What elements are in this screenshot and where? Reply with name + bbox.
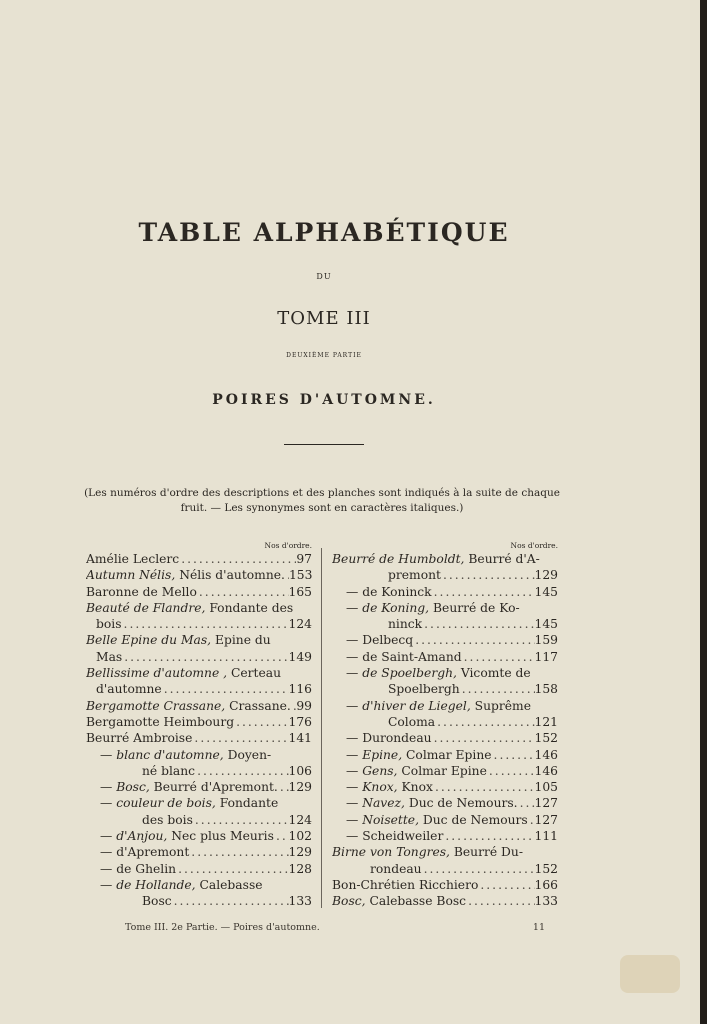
entry-text: — [100,877,117,892]
entry-text: Doyen- [223,747,272,762]
index-entry [332,828,558,844]
dot-leader [528,812,535,828]
entry-name [96,649,122,665]
entry-name [86,632,271,648]
index-entry [332,877,558,893]
entry-name [100,844,189,860]
entry-text: Colmar Epine [402,747,492,762]
entry-name [100,828,274,844]
index-entry [332,795,558,811]
index-entry [86,730,312,746]
dot-leader [443,828,534,844]
entry-text: Bon-Chrétien Ricchiero [332,877,479,892]
entry-synonym: Noisette, [362,812,419,827]
index-entry [332,600,558,616]
partie-label: DEUXIÈME PARTIE [286,352,362,359]
entry-number: 165 [288,584,312,599]
entry-text: Fondante [215,796,279,811]
tome-label: TOME III [277,308,371,329]
entry-name [86,584,197,600]
entry-name [346,600,520,616]
index-entry [86,698,312,714]
entry-text: — [346,600,363,615]
index-entry [332,584,558,600]
footer-running-title: Tome III. 2e Partie. — Poires d'automne. [125,922,320,933]
entry-name [100,877,263,893]
entry-number: 102 [288,829,312,844]
entry-name [388,567,441,583]
dot-leader [122,616,289,632]
dot-leader [274,828,289,844]
index-entry [86,861,312,877]
entry-text: Duc de Nemours [418,812,528,827]
entry-synonym: d'Anjou, [116,829,168,844]
entry-name [346,747,492,763]
entry-number: 105 [534,780,558,795]
entry-name [142,763,195,779]
index-entry [86,747,312,763]
index-entry [86,616,312,632]
entry-text: — [346,796,363,811]
entry-number: 128 [288,861,312,876]
entry-text: Vicomte de [456,666,531,681]
entry-synonym: Beurré de Humboldt, [332,552,465,566]
dot-leader [466,893,534,909]
index-entry [86,551,312,567]
entry-number: 145 [534,617,558,632]
column-header: Nos d'ordre. [264,541,312,550]
entry-name [86,567,285,583]
index-entry [86,812,312,828]
index-entry [86,649,312,665]
entry-number: 153 [288,568,312,583]
dot-leader [189,844,288,860]
entry-text: né blanc [142,763,196,778]
entry-text: — [100,747,117,762]
entry-text: — de Ghelin [100,861,177,876]
entry-number: 166 [534,877,558,892]
index-column-left [86,540,312,910]
entry-text: Certeau [227,666,281,681]
entry-text: — [346,747,363,762]
entry-text: ninck [388,617,423,632]
intro-note: (Les numéros d'ordre des descriptions et des planches sont indiqués à la suite de chaque fruit. — Les synonymes sont en caractères italiques.) [84,487,560,514]
dot-leader [176,861,288,877]
entry-number: 127 [534,812,558,827]
dot-leader [492,747,535,763]
entry-name [388,681,460,697]
title-du: DU [316,272,332,281]
dot-leader [234,714,288,730]
entry-name [142,812,193,828]
index-entry [332,861,558,877]
entry-number: 121 [534,714,558,729]
entry-text: rondeau [370,861,422,876]
entry-text: — [100,780,117,795]
index-entry [86,714,312,730]
entry-text: — [346,666,363,681]
dot-leader [192,730,288,746]
entry-text: Beurré d'A- [464,552,540,566]
dot-leader [413,632,534,648]
entry-text: Epine du [211,633,271,648]
dot-leader [435,714,534,730]
column-divider [321,548,322,908]
entry-number: 124 [288,812,312,827]
entry-synonym: Autumn Nélis, [86,568,176,583]
dot-leader [441,567,535,583]
entry-name [332,877,478,893]
entry-text: — [100,796,117,811]
footer-signature: 11 [532,922,545,933]
entry-name [346,812,528,828]
entry-name [100,747,271,763]
dot-leader [195,763,288,779]
entry-number: 117 [534,649,558,664]
entry-text: Crassane. [225,698,291,713]
entry-text: Amélie Leclerc [86,552,180,566]
index-entry [86,632,312,648]
index-entry [86,795,312,811]
entry-text: — Scheidweiler [346,829,444,844]
entry-name [86,665,281,681]
entry-text: — [346,698,363,713]
entry-number: 158 [534,682,558,697]
entry-synonym: Bergamotte Crassane, [86,698,226,713]
index-entry [86,763,312,779]
index-entry [86,600,312,616]
entry-synonym: Bosc, [332,894,366,909]
entry-text: Coloma [388,714,436,729]
entry-name [346,795,518,811]
index-entry [332,844,558,860]
entry-text: d'automne [96,682,162,697]
index-entry [86,779,312,795]
dot-leader [478,877,534,893]
entry-text: — Durondeau [346,731,432,746]
entry-name [100,861,176,877]
entry-name [96,681,162,697]
entry-synonym: blanc d'automne, [116,747,224,762]
index-entry [86,893,312,909]
entry-number: 159 [534,633,558,648]
library-stamp [620,955,680,993]
dot-leader [422,861,535,877]
entry-name [142,893,172,909]
section-title: POIRES D'AUTOMNE. [212,392,436,408]
entry-text: Beurré de Ko- [429,600,520,615]
entry-name [346,584,432,600]
index-entry [332,812,558,828]
entry-name [346,779,433,795]
entry-list [86,551,312,910]
entry-synonym: de Hollande, [116,877,196,892]
dot-leader [460,681,535,697]
entry-synonym: Belle Epine du Mas, [86,633,212,648]
index-entry [332,698,558,714]
entry-synonym: Bosc, [116,780,150,795]
entry-name [346,763,487,779]
dot-leader [122,649,288,665]
index-entry [332,714,558,730]
entry-text: Beurré Du- [449,845,523,860]
entry-text: — [346,812,363,827]
entry-number: 129 [534,568,558,583]
entry-text: Mas [96,649,123,664]
column-header: Nos d'ordre. [510,541,558,550]
entry-name [388,714,435,730]
entry-synonym: Beauté de Flandre, [86,600,206,615]
dot-leader [193,812,289,828]
entry-synonym: Gens, [362,763,398,778]
dot-leader [172,893,289,909]
entry-name [332,551,540,567]
entry-name [346,730,432,746]
entry-text: Suprême [470,698,531,713]
entry-name [86,730,192,746]
entry-number: 133 [288,894,312,909]
index-entry [332,649,558,665]
index-entry [86,681,312,697]
entry-text: Colmar Epine [397,763,487,778]
entry-number: 146 [534,763,558,778]
entry-name [332,844,523,860]
entry-name [346,698,531,714]
index-entry [332,551,558,567]
entry-text: — de Saint-Amand [346,649,462,664]
entry-text: des bois [142,812,193,827]
entry-synonym: Epine, [362,747,403,762]
entry-synonym: de Koning, [362,600,430,615]
entry-name [100,795,278,811]
entry-number: 133 [534,894,558,909]
entry-text: Baronne de Mello [86,584,197,599]
entry-text: Knox [397,780,433,795]
index-entry [332,681,558,697]
entry-text: Calebasse [195,877,263,892]
index-entry [332,779,558,795]
entry-name [370,861,422,877]
entry-name [346,665,531,681]
entry-number: 97 [296,552,312,566]
entry-text: Fondante des [205,600,294,615]
entry-synonym: Bellissime d'automne , [86,666,228,681]
index-entry [332,567,558,583]
page-edge [700,0,707,1024]
entry-number: 99 [296,698,312,713]
index-entry [332,616,558,632]
entry-text: — [346,763,363,778]
entry-text: Bosc [142,894,172,909]
entry-number: 124 [288,617,312,632]
index-entry [86,877,312,893]
index-entry [86,665,312,681]
entry-text: premont [388,568,441,583]
index-entry [332,747,558,763]
entry-text: Nec plus Meuris [167,829,274,844]
entry-name [346,632,413,648]
entry-text: Spoelbergh [388,682,460,697]
entry-number: 146 [534,747,558,762]
dot-leader [462,649,535,665]
entry-name [86,600,293,616]
entry-synonym: Knox, [362,780,398,795]
index-entry [332,763,558,779]
dot-leader [422,616,534,632]
entry-number: 149 [288,649,312,664]
entry-text: — de Koninck [346,584,432,599]
dot-leader [433,779,535,795]
index-entry [86,567,312,583]
dot-leader [197,584,289,600]
entry-synonym: d'hiver de Liegel, [362,698,471,713]
dot-leader [432,584,535,600]
entry-name [86,714,234,730]
entry-text: — [100,829,117,844]
dot-leader [179,551,296,567]
entry-text: bois [96,617,122,632]
dot-leader [162,681,289,697]
entry-name [96,616,122,632]
entry-synonym: Navez, [362,796,405,811]
entry-number: 176 [288,714,312,729]
entry-synonym: Birne von Tongres, [332,845,450,860]
index-entry [86,844,312,860]
entry-number: 129 [288,780,312,795]
index-entry [332,665,558,681]
entry-number: 152 [534,861,558,876]
entry-number: 152 [534,731,558,746]
entry-text: Bergamotte Heimbourg [86,714,235,729]
index-entry [86,584,312,600]
entry-text: Beurré d'Apremont. [149,780,278,795]
entry-text: Duc de Nemours. [404,796,518,811]
index-entry [86,828,312,844]
dot-leader [432,730,535,746]
page-title: TABLE ALPHABÉTIQUE [138,218,510,247]
entry-text: — Delbecq [346,633,414,648]
entry-list [332,551,558,910]
index-entry [332,730,558,746]
entry-text: — [346,780,363,795]
entry-number: 127 [534,796,558,811]
index-entry [332,632,558,648]
entry-number: 106 [288,763,312,778]
entry-name [346,828,443,844]
title-rule [284,444,364,445]
entry-number: 116 [288,682,312,697]
entry-text: Nélis d'automne. [175,568,285,583]
entry-number: 141 [288,731,312,746]
entry-text: Beurré Ambroise [86,731,193,746]
entry-number: 145 [534,584,558,599]
entry-number: 111 [534,829,558,844]
entry-number: 129 [288,845,312,860]
entry-name [332,893,466,909]
entry-name [100,779,278,795]
entry-name [346,649,462,665]
page-footer [125,922,545,933]
entry-synonym: couleur de bois, [116,796,216,811]
dot-leader [518,795,535,811]
entry-name [86,551,179,567]
index-entry [332,893,558,909]
index-column-right [332,540,558,910]
dot-leader [278,779,289,795]
dot-leader [487,763,535,779]
entry-text: — d'Apremont [100,845,190,860]
entry-name [86,698,291,714]
entry-synonym: de Spoelbergh, [362,666,457,681]
entry-name [388,616,422,632]
entry-text: Calebasse Bosc [365,894,467,909]
